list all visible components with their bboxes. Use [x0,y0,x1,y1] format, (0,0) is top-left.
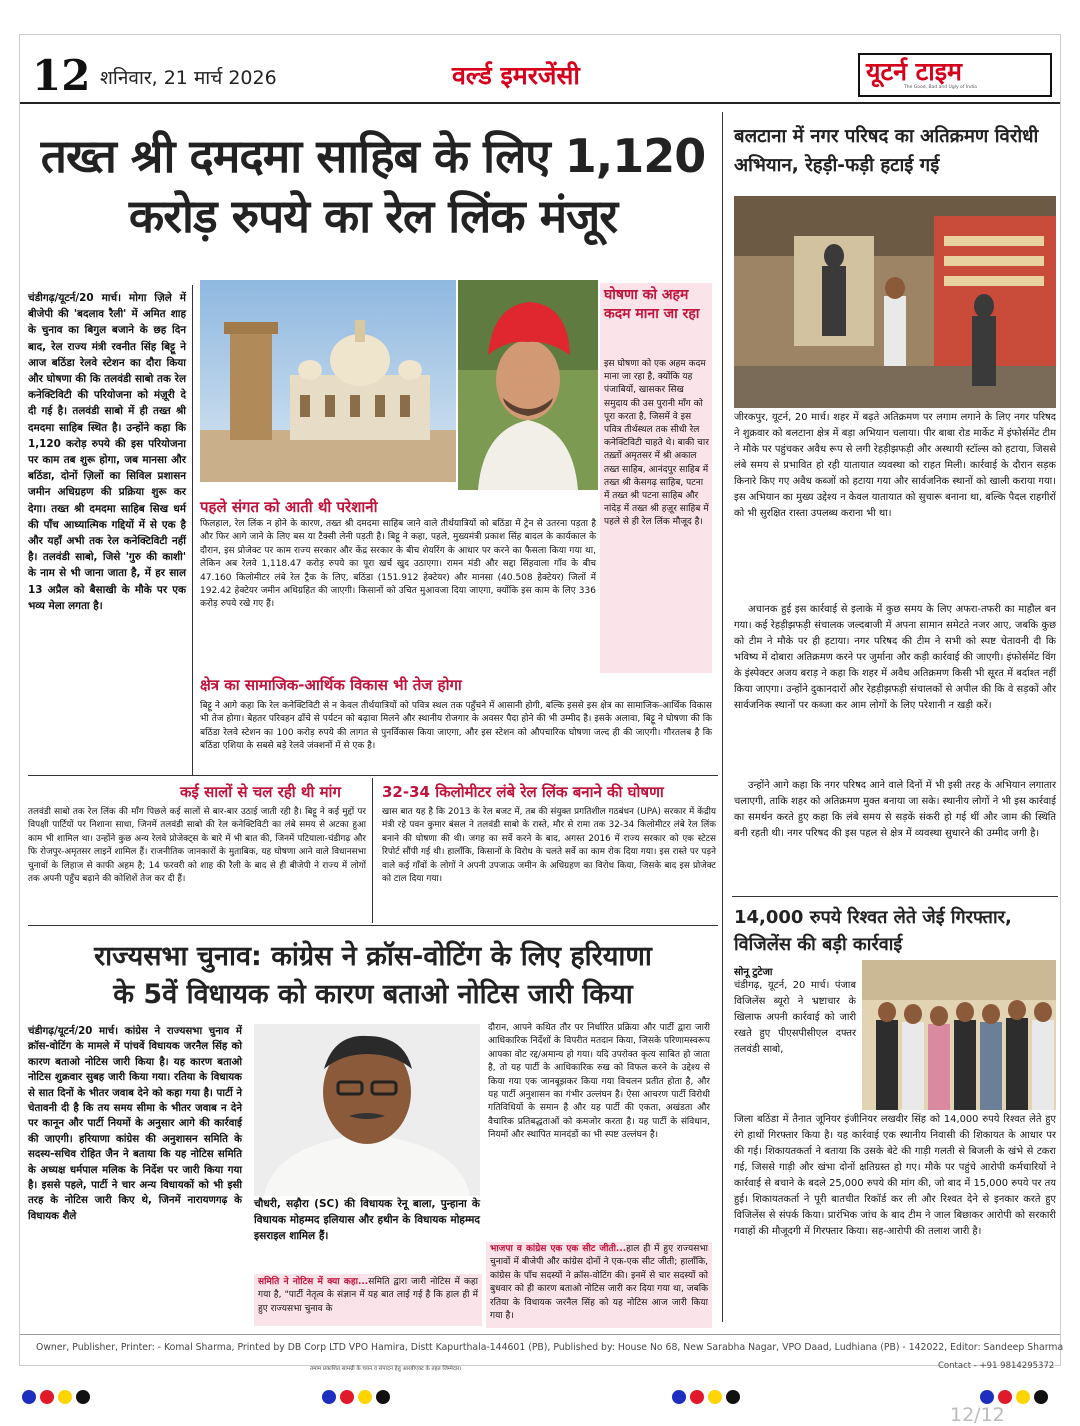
notice-box-body: समिति द्वारा जारी नोटिस में कहा गया है, "पार्टी नेतृत्व के संज्ञान में यह बात लाई गई है कि हाल ही में हुए राज्यसभा चुनाव के [258,1277,478,1314]
right2-byline: सोनू टुटेजा [734,967,773,978]
minister-photo [458,280,598,490]
lead-intro-text: चंडीगढ़/यूटर्न/20 मार्च। मोगा ज़िले में बीजेपी की 'बदलाव रैली' में अमित शाह के चुनाव का बिगुल बजाने के छह दिन बाद, रेल राज्य मंत्री रवनीत सिंह बिट्टू ने आज बठिंडा रेलवे स्टेशन का दौरा किया और घोषणा की कि तलवंडी साबो तक रेल कनेक्टिविटी की परियोजना को मंज़ूरी दे दी गई है। तलवंडी साबो में ही तख्त श्री दमदमा साहिब स्थित है। उन्होंने कहा कि 1,120 करोड़ रुपये की इस परियोजना पर काम तब शुरू होगा, जब मानसा और बठिंडा, दोनों ज़िलों का सिविल प्रशासन जमीन अधिग्रहण की प्रक्रिया शुरू कर देगा। तख्त श्री दमदमा साहिब सिख धर्म की पाँच आध्यात्मिक गद्दियों में से एक है और यहाँ अभी तक रेल कनेक्टिविटी नहीं है। तलवंडी साबो, जिसे 'गुरु की काशी' के नाम से भी जाना जाता है, में हर साल 13 अप्रैल को बैसाखी के मौके पर एक भव्य मेला लगता है। [28,292,186,612]
right2-headline [734,904,1054,958]
second-col1-text: चंडीगढ़/यूटर्न/20 मार्च। कांग्रेस ने राज्यसभा चुनाव में क्रॉस-वोटिंग के मामले में पांचवें विधायक जरनैल सिंह को कारण बताओ नोटिस जारी किया है। यह कारण बताओ नोटिस शुक्रवार सुबह जारी किया गया। रतिया के विधायक से सात दिनों के भीतर जवाब देने को कहा गया है। पार्टी ने चेतावनी दी है कि तय समय सीमा के भीतर जवाब न देने पर कानून और पार्टी नियमों के अनुसार आगे की कार्रवाई की जाएगी। हरियाणा कांग्रेस की अनुशासन समिति के सदस्य-सचिव रोहित जैन ने बताया कि यह नोटिस समिति के अध्यक्ष धर्मपाल मलिक के निर्देश पर जारी किया गया है। इससे पहले, पार्टी ने चार अन्य विधायकों को भी इसी तरह के नोटिस जारी किए थे, जिनमें नारायणगढ़ के विधायक शैले [28,1026,242,1222]
bjp-box-title: भाजपा व कांग्रेस एक एक सीट जीती... [490,1244,627,1254]
temple-photo [200,280,456,482]
bjp-box-body: हाल ही में हुए राज्यसभा चुनावों में बीजेपी और कांग्रेस दोनों ने एक-एक सीट जीती; हालाँकि, कांग्रेस के पाँच सदस्यों ने क्रॉस-वोटिंग की। इनमें से चार सदस्यों को बुधवार को ही कारण बताओ नोटिस जारी कर दिया गया था, जबकि रतिया के विधायक जरनैल सिंह को यह नोटिस आज जारी किया गया है। [490,1244,708,1322]
second-headline-line2: के 5वें विधायक को कारण बताओ नोटिस जारी किया [113,979,633,1010]
right2-headline-line1: 14,000 रुपये रिश्वत लेते जेई गिरफ्तार, [734,907,1012,928]
page-indicator: 12/12 [950,1404,1005,1426]
notice-box-title: समिति ने नोटिस में क्या कहा... [258,1277,369,1287]
section-rule [732,896,1058,897]
lead-headline [28,126,718,246]
page-number: 12 [32,51,91,100]
masthead-rule [20,102,1060,104]
notice-box-text [258,1276,478,1316]
bjp-box-text [490,1243,708,1323]
column-rule [192,285,193,775]
subhead-sangat: पहले संगत को आती थी परेशानी [200,498,378,516]
mla-photo-caption: चौधरी, सढ़ौरा (SC) की विधायक रेनू बाला, पुन्हाना के विधायक मोहम्मद इलियास और हथीन के विधायक मोहम्मद इसराइल शामिल हैं। [254,1198,480,1242]
mla-photo [254,1024,480,1196]
subhead-demand: कई सालों से चल रही थी मांग [180,783,341,801]
subhead-development: क्षेत्र का सामाजिक-आर्थिक विकास भी तेज होगा [200,676,462,694]
right2-text-left: चंडीगढ़, यूटर्न, 20 मार्च। पंजाब विजिलेंस ब्यूरो ने भ्रष्टाचार के खिलाफ अपनी कार्रवाई को जारी रखते हुए पीएसपीसीएल दफ्तर तलवंडी साबो, [734,980,856,1055]
footer-disclaimer: तमाम प्रकाशित सामग्री के चयन व संपादन हेतु आरबीएक्ट के तहत जिम्मेदार। [310,1366,462,1372]
second-headline-line1: राज्यसभा चुनाव: कांग्रेस ने क्रॉस-वोटिंग के लिए हरियाणा [94,941,652,972]
date-line: शनिवार, 21 मार्च 2026 [100,67,277,89]
brand-name: यूटर्न टाइम [866,57,962,86]
footer-rule [20,1334,1060,1335]
column-rule [372,778,373,923]
lead-headline-line2: करोड़ रुपये का रेल लिंक मंजूर [128,189,618,243]
lead-headline-line1: तख्त श्री दमदमा साहिब के लिए 1,120 [40,129,706,183]
right2-headline-line2: विजिलेंस की बड़ी कार्रवाई [734,934,903,955]
right1-text3: उन्होंने आगे कहा कि नगर परिषद आने वाले दिनों में भी इसी तरह के अभियान लगातार चलाएगी, ताकि शहर को अतिक्रमण मुक्त बनाया जा सके। स्थानीय लोगों ने भी इस कार्रवाई का समर्थन करते हुए कहा कि लंबे समय से सड़कें संकरी हो गई थीं और जाम की स्थिति बनी रहती थी। नगर परिषद की इस पहल से क्षेत्र में व्यवस्था सुधारने की उम्मीद जगी है। [734,780,1056,839]
brand-tagline: The Good, Bad and Ugly of India [904,85,977,90]
right1-text1: जीरकपुर, यूटर्न, 20 मार्च। शहर में बढ़ते अतिक्रमण पर लगाम लगाने के लिए नगर परिषद ने शुक्रवार को बलटाना क्षेत्र में बड़ा अभियान चलाया। पीर बाबा रोड मार्केट में इंफोर्समेंट टीम ने मौके पर पहुंचकर अवैध रूप से लगी रेहड़ीझफड़ी और अस्थायी स्टॉल्स को हटाया, जिससे लंबे समय से प्रभावित हो रही यातायात व्यवस्था को राहत मिली। कार्रवाई के दौरान सड़क किनारे किए गए अवैध कब्जों को हटाया गया और सार्वजनिक स्थानों को खाली कराया गया। इस अभियान का मुख्य उद्देश्य न केवल यातायात को सुचारू बनाना था, बल्कि पैदल राहगीरों को भी सुरक्षित रास्ता उपलब्ध कराना भी था। [734,412,1056,519]
sub4-text: खास बात यह है कि 2013 के रेल बजट में, तब की संयुक्त प्रगतिशील गठबंधन (UPA) सरकार में केंद्रीय मंत्री रहे पवन कुमार बंसल ने तलवंडी साबो के रास्ते, मौर से रामा तक 32-34 किलोमीटर लंबे रेल लिंक बनाने की घोषणा की थी। जगह का सर्वे करने के बाद, अगस्त 2016 में राज्य सरकार को एक स्टेटस रिपोर्ट सौंपी गई थी। हालाँकि, किसानों के विरोध के चलते सर्वे का काम रोक दिया गया। इस रास्ते पर पड़ने वाले कई गाँवों के लोगों ने अपनी उपजाऊ जमीन के अधिग्रहण का विरोध किया, जिसके बाद इस प्रोजेक्ट को टाल दिया गया। [382,807,716,885]
section-title: वर्ल्ड इमरजेंसी [452,61,580,90]
section-rule [28,775,718,776]
sidebar-title: घोषणा को अहम कदम माना जा रहा [604,287,700,322]
sidebar-text: इस घोषणा को एक अहम कदम माना जा रहा है, क्योंकि यह पंजाबियों, खासकर सिख समुदाय की उस पुरानी माँग को पूरा करता है, जिसमें वे इस पवित्र तीर्थस्थल तक सीधी रेल कनेक्टिविटी चाहते थे। बाकी चार तख़्तों अमृतसर में श्री अकाल तख्त साहिब, आनंदपुर साहिब में तख्त श्री केसगढ़ साहिब, पटना में तख्त श्री पटना साहिब और नांदेड़ में तख्त श्री हज़ूर साहिब में पहले से ही रेल लिंक मौजूद है। [604,359,709,528]
footer-imprint: Owner, Publisher, Printer: - Komal Sharma, Printed by DB Corp LTD VPO Hamira, Distt Kapurthala-144601 (PB), Published by: House No 68, New Sarabha Nagar, VPO Daad, Ludhiana (PB) - 142022, Editor: Sandeep Sharma [36,1342,1064,1353]
sub1-text: फिलहाल, रेल लिंक न होने के कारण, तख्त श्री दमदमा साहिब जाने वाले तीर्थयात्रियों को बठिंडा में ट्रेन से उतरना पड़ता है और फिर आगे जाने के लिए बस या टैक्सी लेनी पड़ती है। बिट्टू ने कहा, पहले, मुख्यमंत्री प्रकाश सिंह बादल के कार्यकाल के दौरान, इस प्रोजेक्ट पर काम राज्य सरकार और केंद्र सरकार के बीच शेयरिंग के आधार पर करने का फैसला किया गया था, लेकिन अब रेलवे 1,118.47 करोड़ रुपये का पूरा खर्च खुद उठाएगा। रामन मंडी और सद्दा सिंहवाला गाँव के बीच 47.160 किलोमीटर लंबे रेल ट्रैक के लिए, बठिंडा (151.912 हेक्टेयर) और मानसा (40.508 हेक्टेयर) जिलों में 192.42 हेक्टेयर जमीन अधिग्रहित की जाएगी। किसानों को उचित मुआवजा दिया जाएगा, क्योंकि इस काम के लिए 336 करोड़ रुपये रखे गए हैं। [200,519,596,610]
footer-contact: Contact - +91 9814295372 [938,1361,1055,1371]
column-rule [722,112,723,1322]
subhead-rail-link: 32-34 किलोमीटर लंबे रेल लिंक बनाने की घोषणा [382,783,664,801]
section-rule [28,925,718,926]
encroachment-photo [734,196,1056,408]
right2-text-full: जिला बठिंडा में तैनात जूनियर इंजीनियर लखवीर सिंह को 14,000 रुपये रिश्वत लेते हुए रंगे हाथों गिरफ्तार किया है। यह कार्रवाई एक स्थानीय निवासी की शिकायत के आधार पर की गई। शिकायतकर्ता ने बताया कि उसके बेटे की गाड़ी गलती से बिजली के खंभे से टकरा गई, जिससे गाड़ी और खंभा दोनों क्षतिग्रस्त हो गए। मौके पर पहुंचे आरोपी कर्मचारियों ने कार्रवाई से बचाने के बदले 25,000 रुपये की मांग की, जो बाद में 15,000 रुपये पर तय हुई। शिकायतकर्ता ने पूरी बातचीत रिकॉर्ड कर ली और रिश्वत देने से इनकार करते हुए विजिलेंस से संपर्क किया। प्रारंभिक जांच के बाद टीम ने जाल बिछाकर आरोपी को सरकारी गवाहों की मौजूदगी में गिरफ्तार किया। सह-आरोपी की तलाश जारी है। [734,1114,1056,1237]
registration-marks [0,1390,1080,1410]
brand-logo [858,53,1052,97]
right1-text2: अचानक हुई इस कार्रवाई से इलाके में कुछ समय के लिए अफरा-तफरी का माहौल बन गया। कई रेहड़ीझफड़ी संचालक जल्दबाजी में अपना सामान समेटते नजर आए, जबकि कुछ को टीम ने मौके पर ही हटाया। नगर परिषद की टीम ने सभी को स्पष्ट चेतावनी दी कि भविष्य में दोबारा अतिक्रमण करने पर जुर्माना और कड़ी कार्रवाई की जाएगी। इंफोर्समेंट विंग के इंस्पेक्टर अजय बराड़ ने कहा कि शहर में अवैध अतिक्रमण किसी भी सूरत में बर्दाश्त नहीं किया जाएगा। उन्होंने दुकानदारों और रेहड़ीझफड़ी संचालकों से अपील की कि वे सड़कों और सार्वजनिक स्थानों पर कब्जा कर आम लोगों के लिए परेशानी न खड़ी करें। [734,604,1056,711]
second-col3-text: दौरान, आपने कथित तौर पर निर्धारित प्रक्रिया और पार्टी द्वारा जारी आधिकारिक निर्देशों के विपरीत मतदान किया, जिसके परिणामस्वरूप आपका वोट रद्द/अमान्य हो गया। यदि उपरोक्त कृत्य साबित हो जाता है, तो यह पार्टी के आधिकारिक रुख को विफल करने के उद्देश्य से किया गया एक जानबूझकर किया गया विचलन प्रतीत होता है, और यह पार्टी अनुशासन का गंभीर उल्लंघन है। ऐसा आचरण पार्टी विरोधी गतिविधियों के समान है और यह पार्टी की एकता, अखंडता और वैचारिक प्रतिबद्धताओं को कमजोर करता है। यह पार्टी के संविधान, नियमों और स्थापित मानदंडों का भी स्पष्ट उल्लंघन है। [488,1023,710,1141]
right1-headline: बलटाना में नगर परिषद का अतिक्रमण विरोधी अभियान, रेहड़ी-फड़ी हटाई गई [734,126,1039,176]
arrest-photo [862,960,1056,1110]
sub2-text: बिट्टू ने आगे कहा कि रेल कनेक्टिविटी से न केवल तीर्थयात्रियों को पवित्र स्थल तक पहुँचने में आसानी होगी, बल्कि इससे इस क्षेत्र का सामाजिक-आर्थिक विकास भी तेज होगा। बेहतर परिवहन ढाँचे से पर्यटन को बढ़ावा मिलने और स्थानीय रोजगार के अवसर पैदा होने की भी उम्मीद है। इसके अलावा, बिट्टू ने घोषणा की कि बठिंडा रेलवे स्टेशन का 100 करोड़ रुपये की लागत से पुनर्विकास किया जाएगा, और इस स्टेशन को औपचारिक घोषणा जल्द ही की जाएगी। गौरतलब है कि बठिंडा एशिया के सबसे बड़े रेलवे जंक्शनों में से एक है। [200,701,712,752]
sub3-text: तलवंडी साबो तक रेल लिंक की माँग पिछले कई सालों से बार-बार उठाई जाती रही है। बिट्टू ने कई मुद्दों पर विपक्षी पार्टियों पर निशाना साधा, जिनमें तलवंडी साबो की रेल कनेक्टिविटी का लंबे समय से अटका हुआ काम भी शामिल था। उन्होंने कुछ अन्य रेलवे प्रोजेक्ट्स के बारे में भी बात की, जिनमें पटियाला-चंडीगढ़ और फि रोजपुर-अमृतसर लाइनें शामिल हैं। राजनीतिक जानकारों के मुताबिक, यह घोषणा आने वाले विधानसभा चुनावों के लिहाज से काफी अहम है; 14 फरवरी को शाह की रैली के बाद से ही बीजेपी ने राज्य में लोगों तक अपनी पहुँच बढ़ाने की कोशिशें तेज कर दी हैं। [28,807,366,885]
second-headline [24,938,722,1014]
